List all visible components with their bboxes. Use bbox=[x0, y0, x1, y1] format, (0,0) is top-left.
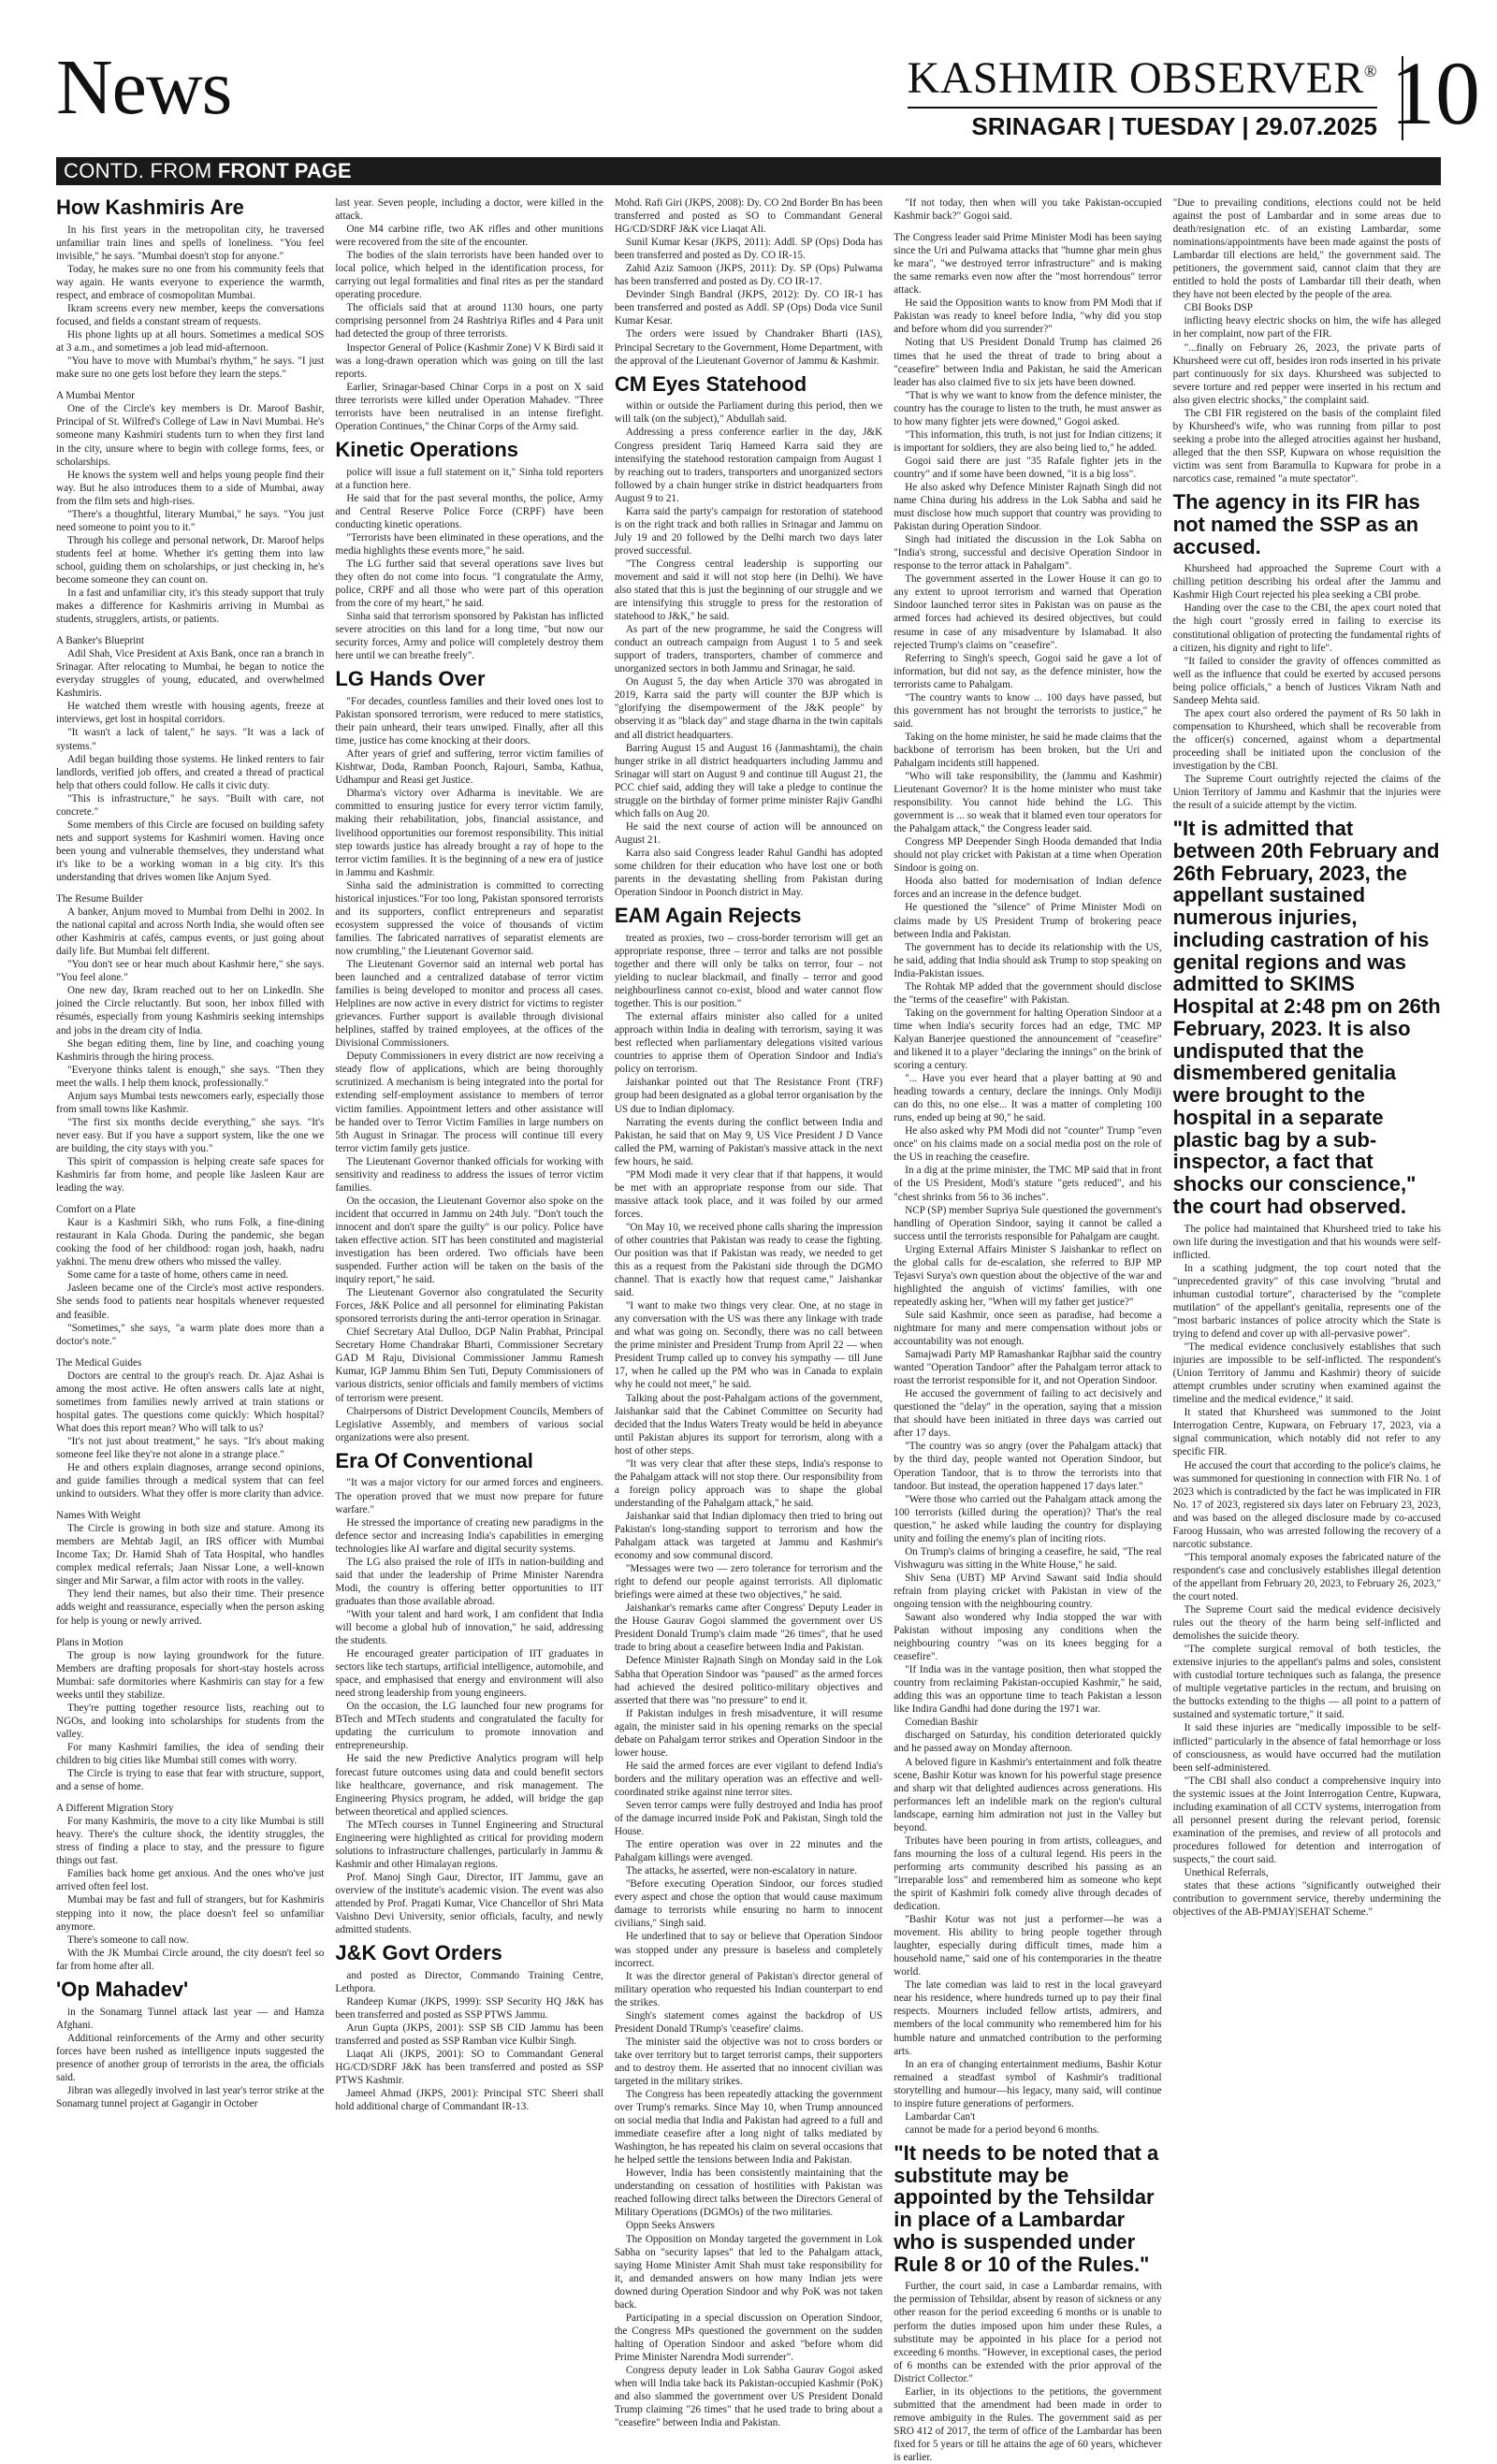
story-headline: 'Op Mahadev' bbox=[56, 1977, 189, 2001]
contd-prefix: CONTD. FROM bbox=[64, 159, 218, 182]
paragraph: Unethical Referrals, bbox=[1184, 1866, 1269, 1878]
story-headline: LG Hands Over bbox=[335, 667, 486, 691]
paragraph: Taking on the government for halting Operation Sindoor at a time when India's security forces had an edge, TMC MP Kalyan Banerjee questioned the announcement of "ceasefire" and likened it to a player "declaring the innings" on the brink of scoring a century. bbox=[894, 1007, 1162, 1072]
registered-mark: ® bbox=[1363, 62, 1377, 80]
paragraph: The Circle is growing in both size and stature. Among its members are Mehtab Jagil, an IRS officer with Mumbai Income Tax; Dr. Hamid Shah of Tata Hospital, who handles complex medical referrals; Jaan Nissar Lone, a well-known singer and Mir Sarwar, a film actor with roots in the valley. bbox=[56, 1523, 325, 1587]
paragraph: The Supreme Court said the medical evidence decisively rules out the theory of the harm being self-inflicted and demolishes the suicide theory. bbox=[1172, 1604, 1442, 1643]
paragraph: "Due to prevailing conditions, elections could not be held against the post of Lambardar and in some areas due to death/resignation etc. of an existing Lambardar, some nominations/appointments have been made against the posts of Lambardar till elections are held," the government said. The petitioners, the government said, cannot claim that they are entitled to hold the posts of Lambardar till their death, when they have not been elected by the people of the area. bbox=[1172, 197, 1442, 301]
paragraph: Jibran was allegedly involved in last year's terror strike at the Sonamarg tunnel project at Gagangir in October bbox=[56, 2084, 325, 2109]
paragraph: He encouraged greater participation of IIT graduates in sectors like tech startups, artificial intelligence, automobile, and space, and emphasised that energy and environment will also need strong leadership from young engineers. bbox=[335, 1648, 603, 1700]
paragraph: The Lieutenant Governor also congratulated the Security Forces, J&K Police and all personnel for eliminating Pakistan sponsored terrorists during the anti-terror operation in Srinagar. bbox=[335, 1287, 603, 1326]
paragraph: Singh had initiated the discussion in the Lok Sabha on "India's strong, successful and decisive Operation Sindoor in response to the terror attack in Pahalgam". bbox=[894, 534, 1162, 573]
paragraph: "PM Modi made it very clear that if that happens, it would be met with an appropriate response from our side. That massive attack took place, and it was foiled by our armed forces. bbox=[614, 1168, 883, 1220]
paragraph: For many Kashmiris, the move to a city like Mumbai is still heavy. There's the culture shock, the identity struggles, the stress of finding a place to stay, and the pressure to figure things out fast. bbox=[56, 1816, 325, 1867]
paragraph: Noting that US President Donald Trump has claimed 26 times that he used the threat of trade to bring about a "ceasefire" between India and Pakistan, he said the American leader has also claimed five to six jets have been downed. bbox=[894, 337, 1162, 388]
paragraph: Sunil Kumar Kesar (JKPS, 2011): Addl. SP (Ops) Doda has been transferred and posted as Dy. CO IR-15. bbox=[614, 237, 883, 262]
paragraph: Liaqat Ali (JKPS, 2001): SO to Commandant General HG/CD/SDRF J&K has been transferred and posted as SSP PTWS Kashmir. bbox=[335, 2049, 603, 2087]
paragraph: "If India was in the vantage position, then what stopped the country from reclaiming Pakistan-occupied Kashmir," he said, adding this was an opportune time to teach Pakistan a lesson like Indira Gandhi had done during the 1971 war. bbox=[894, 1664, 1162, 1716]
paragraph: in the Sonamarg Tunnel attack last year — and Hamza Afghani. bbox=[56, 2006, 325, 2031]
paragraph: A Banker's Blueprint bbox=[56, 635, 144, 647]
paragraph: The government asserted in the Lower House it can go to any extent to uproot terrorism and warned that Operation Sindoor launched terror sites in Pakistan was on pause as the armed forces had achieved its desired objectives, but could resume in case of any misadventure by Islamabad. It also rejected Trump's claims on "ceasefire". bbox=[894, 573, 1162, 651]
paragraph: Jaishankar said that Indian diplomacy then tried to bring out Pakistan's long-standing support to terrorism and how the Pahalgam attack was targeted at Jammu and Kashmir's economy and sow communal discord. bbox=[614, 1510, 883, 1562]
paragraph: Comedian Bashir bbox=[905, 1717, 979, 1729]
paragraph: Kaur is a Kashmiri Sikh, who runs Folk, a fine-dining restaurant in Kala Ghoda. During the pandemic, she began cooking the food of her childhood: rogan josh, haakh, nadru yakhni. The menu drew others who missed the valley. bbox=[56, 1217, 325, 1268]
paragraph: The Resume Builder bbox=[56, 893, 143, 906]
paragraph: There's someone to call now. bbox=[67, 1934, 189, 1946]
paragraph: "Who will take responsibility, the (Jammu and Kashmir) Lieutenant Governor? It is the home minister who must take responsibility. You cannot hide behind the LG. This government is ... so weak that it blamed even tour operators for the Pahalgam attack," the Congress leader said. bbox=[894, 771, 1162, 835]
paragraph: "The Congress central leadership is supporting our movement and said it will not stop here (in Delhi). We have also stated that this is just the beginning of our struggle and we are intensifying this struggle to press for the restoration of statehood to J&K," he said. bbox=[614, 558, 883, 623]
paragraph: Chairpersons of District Development Councils, Members of Legislative Assembly, and members of various social organizations were also present. bbox=[335, 1405, 603, 1443]
paragraph: The Lieutenant Governor thanked officials for working with sensitivity and readiness to address the issues of terror victim families. bbox=[335, 1155, 603, 1194]
paragraph: He said that for the past several months, the police, Army and Central Reserve Police Force (CRPF) have been conducting kinetic operations. bbox=[335, 492, 603, 530]
paragraph: Jaishankar's remarks came after Congress' Deputy Leader in the House Gaurav Gogoi slammed the government over US President Donald Trump's claim made "26 times", that he used trade to bring about a ceasefire between India and Pakistan. bbox=[614, 1602, 883, 1654]
paragraph: One of the Circle's key members is Dr. Maroof Bashir, Principal of St. Wilfred's College of Law in Navi Mumbai. He's someone many Kashmiri students turn to when they first land in the city, unsure where to begin with college forms, fees, or scholarships. bbox=[56, 403, 325, 468]
paragraph: "I want to make two things very clear. One, at no stage in any conversation with the US was there any linkage with trade and what was going on. Secondly, there was no call between the prime minister and President Trump from April 22 — when President Trump called up to convey his sympathy — till June 17, when he called up the PM who was in Canada to explain why he could not meet," he said. bbox=[614, 1300, 883, 1391]
paragraph: Congress MP Deepender Singh Hooda demanded that India should not play cricket with Pakistan at a time when Operation Sindoor is going on. bbox=[894, 836, 1162, 875]
paragraph: Chief Secretary Atal Dulloo, DGP Nalin Prabhat, Principal Secretary Home Chandrakar Bharti, Commissioner Secretary GAD M Raju, Divisional Commissioner Jammu Ramesh Kumar, IGP Jammu Bhim Sen Tuti, Deputy Commissioners of various districts, senior officials and family members of victims of terrorism were present. bbox=[335, 1326, 603, 1404]
paragraph: "With your talent and hard work, I am confident that India will become a global hub of innovation," he said, addressing the students. bbox=[335, 1608, 603, 1647]
paragraph: His phone lights up at all hours. Sometimes a medical SOS at 3 a.m., and sometimes a job lead mid-afternoon. bbox=[56, 329, 325, 355]
paragraph: Mohd. Rafi Giri (JKPS, 2008): Dy. CO 2nd Border Bn has been transferred and posted as SO to Commandant General HG/CD/SDRF J&K vice Liaqat Ali. bbox=[614, 197, 883, 236]
paragraph: The LG also praised the role of IITs in nation-building and said that under the leadership of Prime Minister Narendra Modi, the country is offering better opportunities to IIT graduates than those available abroad. bbox=[335, 1556, 603, 1607]
paragraph: Lambardar Can't bbox=[905, 2110, 976, 2123]
paragraph: Adil Shah, Vice President at Axis Bank, once ran a branch in Srinagar. After relocating to Mumbai, he began to notice the everyday struggles of young, educated, and overwhelmed Kashmiris. bbox=[56, 648, 325, 700]
paragraph: NCP (SP) member Supriya Sule questioned the government's handling of Operation Sindoor, saying it cannot be called a success until the terrorists responsible for Pahalgam are caught. bbox=[894, 1204, 1162, 1242]
paragraph: In a dig at the prime minister, the TMC MP said that in front of the US President, Modi's stature "gets reduced", and his "chest shrinks from 56 to 36 inches". bbox=[894, 1165, 1162, 1203]
paragraph: Families back home get anxious. And the ones who've just arrived often feel lost. bbox=[56, 1868, 325, 1893]
paragraph: "This temporal anomaly exposes the fabricated nature of the respondent's case and conclusively establishes illegal detention of the appellant from February 20, 2023, to February 26, 2023," the court noted. bbox=[1172, 1551, 1442, 1602]
paragraph: The LG further said that several operations save lives but they often do not come into focus. "I congratulate the Army, police, CRPF and all those who were part of this operation from the core of my heart," he said. bbox=[335, 558, 603, 610]
paragraph: The Lieutenant Governor said an internal web portal has been launched and a centralized database of terror victim families is being developed to monitor and process all cases. Helplines are now active in every district for victims to register grievances. Further support is available through divisional helplines, staffed by trained employees, at the offices of the Divisional Commissioners. bbox=[335, 958, 603, 1050]
paragraph: He underlined that to say or believe that Operation Sindoor was stopped under any pressure is baseless and completely incorrect. bbox=[614, 1931, 883, 1969]
paragraph: On the occasion, the Lieutenant Governor also spoke on the incident that occurred in Jammu on 24th July. "Don't touch the innocent and don't spare the guilty" is our policy. Police have taken effective action. SIT has been constituted and magisterial investigation has been ordered. Two officials have been suspended. Further action will be taken on the basis of the inquiry report," he said. bbox=[335, 1195, 603, 1286]
paragraph: "This information, this truth, is not just for Indian citizens; it is important for soldiers, they are also being lied to," he added. bbox=[894, 428, 1162, 454]
paragraph: Deputy Commissioners in every district are now receiving a steady flow of applications, which are being thoroughly scrutinized. A mechanism is being integrated into the portal for extending self-employment assistance to members of terror victim families. Appointment letters and other assistance will be handed over to Terror Victim Families in large numbers on 5th August in Srinagar. The process will continue till every terror victim family gets justice. bbox=[335, 1051, 603, 1154]
paragraph: He accused the government of failing to act decisively and questioned the "delay" in the operation, saying that a mission that should have been initiated in three days was carried out after 17 days. bbox=[894, 1388, 1162, 1440]
paragraph: Further, the court said, in case a Lambardar remains, with the permission of Tehsildar, absent by reason of sickness or any other reason for the period exceeding 6 months or is unable to perform the duties imposed upon him under these Rules, a substitute may be appointed in his place for a period not exceeding 6 months. "However, in exceptional cases, the period of 6 months can be extended with the prior approval of the District Collector." bbox=[894, 2281, 1162, 2384]
paragraph: He said the new Predictive Analytics program will help forecast future outcomes using data and could benefit sectors like healthcare, governance, and risk management. The Engineering Physics program, he added, will bridge the gap between theoretical and applied sciences. bbox=[335, 1753, 603, 1818]
paragraph: The Congress has been repeatedly attacking the government over Trump's remarks. Since May 10, when Trump announced on social media that India and Pakistan had agreed to a full and immediate ceasefire after a long night of talks mediated by Washington, he has repeated his claim on several occasions that he helped settle the tensions between India and Pakistan. bbox=[614, 2089, 883, 2167]
paragraph: It said these injuries are "medically impossible to be self-inflicted" particularly in the absence of fatal hemorrhage or loss of consciousness, as would have occurred had the mutilation been self-administered. bbox=[1172, 1722, 1442, 1774]
paragraph: However, India has been consistently maintaining that the understanding on cessation of hostilities with Pakistan was reached following direct talks between the Directors General of Military Operations (DGMOs) of the two militaries. bbox=[614, 2167, 883, 2219]
paragraph: Referring to Singh's speech, Gogoi said he gave a lot of information, but did not say, as the defence minister, how the terrorists came to Pahalgam. bbox=[894, 652, 1162, 690]
paragraph: A banker, Anjum moved to Mumbai from Delhi in 2002. In the national capital and across North India, she would often see other Kashmiris at cafés, campus events, or just going about daily life. But Mumbai felt different. bbox=[56, 906, 325, 958]
paragraph: and posted as Director, Commando Training Centre, Lethpora. bbox=[335, 1969, 603, 1994]
paragraph: Earlier, in its objections to the petitions, the government submitted that the amendment had been made in order to remove ambiguity in the Rules. The government said as per SRO 412 of 2017, the term of office of the Lambardar has been fixed for 5 years or till he attains the age of 60 years, whichever is earlier. bbox=[894, 2385, 1162, 2463]
paragraph: "Everyone thinks talent is enough," she says. "Then they meet the walls. I help them knock, professionally." bbox=[56, 1064, 325, 1089]
brand-block bbox=[907, 53, 1377, 140]
column-5 bbox=[1173, 196, 1441, 2180]
paragraph: Taking on the home minister, he said he made claims that the backbone of terrorism has been broken, but the Uri and Pahalgam incidents still happened. bbox=[894, 731, 1162, 769]
paragraph: Oppn Seeks Answers bbox=[625, 2220, 715, 2232]
column-1 bbox=[56, 196, 324, 2180]
paragraph: "Sometimes," she says, "a warm plate does more than a doctor's note." bbox=[56, 1322, 325, 1347]
paragraph: The bodies of the slain terrorists have been handed over to local police, which helped in the identification process, for carrying out legal formalities and final rites as per the standard operating procedure. bbox=[335, 250, 603, 301]
paragraph: The government has to decide its relationship with the US, he said, adding that India should ask Trump to stop speaking on India-Pakistan issues. bbox=[894, 941, 1162, 979]
paragraph: Seven terror camps were fully destroyed and India has proof of the damage incurred inside PoK and Pakistan, Singh told the House. bbox=[614, 1799, 883, 1838]
paragraph: Addressing a press conference earlier in the day, J&K Congress president Tariq Hameed Karra said they are intensifying the statehood restoration campaign from August 1 by reaching out to traders, transporters and unorganized sectors followed by a chain hunger strike in district headquarters from August 9 to 21. bbox=[614, 427, 883, 504]
column-2 bbox=[335, 196, 603, 2180]
story-headline: CM Eyes Statehood bbox=[614, 371, 807, 396]
paragraph: "The country wants to know ... 100 days have passed, but this government has not brought the terrorists to justice," he said. bbox=[894, 691, 1162, 730]
paragraph: Randeep Kumar (JKPS, 1999): SSP Security HQ J&K has been transferred and posted as SSP PTWS Jammu. bbox=[335, 1995, 603, 2021]
paragraph: Prof. Manoj Singh Gaur, Director, IIT Jammu, gave an overview of the institute's academic vision. The event was also attended by Prof. Pragati Kumar, Vice Chancellor of Shri Mata Vaishno Devi University, senior officials, faculty, and newly admitted students. bbox=[335, 1871, 603, 1936]
paragraph: Hooda also batted for modernisation of Indian defence forces and an increase in the defence budget. bbox=[894, 876, 1162, 901]
paragraph: Sule said Kashmir, once seen as paradise, had become a nightmare for many and mere compensation without jobs or accountability was not enough. bbox=[894, 1309, 1162, 1348]
paragraph: "For decades, countless families and their loved ones lost to Pakistan sponsored terrorism, were reduced to mere statistics, their pain unheard, their tears unwiped. Finally, after all this time, justice has come knocking at their doors. bbox=[335, 696, 603, 747]
paragraph: Zahid Aziz Samoon (JKPS, 2011): Dy. SP (Ops) Pulwama has been transferred and posted as Dy. CO IR-17. bbox=[614, 263, 883, 288]
paragraph: Plans in Motion bbox=[56, 1636, 124, 1648]
paragraph: Doctors are central to the group's reach. Dr. Ajaz Ashai is among the most active. He often answers calls late at night, sometimes from families newly arrived at train stations or hospital gates. The questions come quickly: Which hospital? What does this report mean? Who will talk to us? bbox=[56, 1370, 325, 1434]
paragraph: Anjum says Mumbai tests newcomers early, especially those from small towns like Kashmir. bbox=[56, 1090, 325, 1115]
paragraph: Dharma's victory over Adharma is inevitable. We are committed to ensuring justice for every terror victim family, making their rehabilitation, jobs, financial assistance, and livelihood opportunities our foremost responsibility. This initial step towards justice has already brought a ray of hope to the terror victim families. It is the beginning of a new era of justice in Jammu and Kashmir. bbox=[335, 788, 603, 878]
paragraph: "Were those who carried out the Pahalgam attack among the 100 terrorists (killed during the operation)? That's the real question," he asked while lauding the country for displaying unity and foiling the enemy's plan of inciting riots. bbox=[894, 1493, 1162, 1544]
paragraph: For many Kashmiri families, the idea of sending their children to big cities like Mumbai still comes with worry. bbox=[56, 1741, 325, 1766]
paragraph: Gogoi said there are just "35 Rafale fighter jets in the country" and if some have been downed, "it is a big loss". bbox=[894, 455, 1162, 480]
paragraph: "It was very clear that after these steps, India's response to the Pahalgam attack will not stop there. Our responsibility from a foreign policy approach was to shape the global understanding of the Pahalgam attack," he said. bbox=[614, 1457, 883, 1509]
paragraph: "...finally on February 26, 2023, the private parts of Khursheed were cut off, besides iron rods inserted in his private part continuously for six days. Khursheed was subjected to severe torture and red pepper were inserted in his rectum and also given electric shocks," the complaint said. bbox=[1172, 341, 1442, 406]
paragraph: The late comedian was laid to rest in the local graveyard near his residence, where hundreds turned up to pay their final respects. Mourners included fellow artists, admirers, and members of the local community who remembered him for his humble nature and unmatched contribution to the performing arts. bbox=[894, 1979, 1162, 2057]
paragraph: "It's not just about treatment," he says. "It's about making someone feel like they're not alone in a strange place." bbox=[56, 1435, 325, 1460]
paragraph: One M4 carbine rifle, two AK rifles and other munitions were recovered from the site of the encounter. bbox=[335, 224, 603, 249]
paragraph: A Mumbai Mentor bbox=[56, 390, 135, 402]
column-4 bbox=[894, 196, 1162, 2463]
paragraph: On the occasion, the LG launched four new programs for BTech and MTech students and congratulated the faculty for updating the curriculum to promote innovation and entrepreneurship. bbox=[335, 1701, 603, 1752]
story-headline: "It needs to be noted that a substitute may be appointed by the Tehsildar in place of a Lambardar who is suspended under Rule 8 or 10 of the Rules." bbox=[894, 2140, 1159, 2276]
paragraph: With the JK Mumbai Circle around, the city doesn't feel so far from home after all. bbox=[56, 1947, 325, 1972]
paragraph: last year. Seven people, including a doctor, were killed in the attack. bbox=[335, 197, 603, 223]
paragraph: Adil began building those systems. He linked renters to fair landlords, verified job offers, and created a thread of practical help that others could follow. He calls it civic duty. bbox=[56, 753, 325, 791]
paragraph: The Opposition on Monday targeted the government in Lok Sabha on "security lapses" that led to the Pahalgam attack, saying Home Minister Amit Shah must take responsibility for it, and demanded answers on how many Indian jets were downed during Operation Sindoor and why PoK was not taken back. bbox=[614, 2233, 883, 2311]
paragraph: He stressed the importance of creating new paradigms in the defence sector and increasing India's capabilities in emerging technologies like AI warfare and digital security systems. bbox=[335, 1516, 603, 1555]
paragraph: The MTech courses in Tunnel Engineering and Structural Engineering were highlighted as critical for providing modern solutions to infrastructure challenges, particularly in Jammu & Kashmir and other Himalayan regions. bbox=[335, 1819, 603, 1870]
paragraph: He also asked why PM Modi did not "counter" Trump "even once" on his claims made on a social media post on the role of the US in reaching the ceasefire. bbox=[894, 1125, 1162, 1164]
paragraph: Earlier, Srinagar-based Chinar Corps in a post on X said three terrorists were killed under Operation Mahadev. "Three terrorists have been neutralised in an intense firefight. Operation Continues," the Chinar Corps of the Army said. bbox=[335, 381, 603, 432]
paragraph: He also asked why Defence Minister Rajnath Singh did not name China during his address in the Lok Sabha and said he must disclose how much support that country was providing to Pakistan during Operation Sindoor. bbox=[894, 481, 1162, 533]
paragraph: states that these actions "significantly outweighed their contribution to government service, thereby undermining the objectives of the AB-PMJAY|SEHAT Scheme." bbox=[1172, 1880, 1442, 1919]
paragraph: Jasleen became one of the Circle's most active responders. She sends food to patients near hospitals whenever requested and feasible. bbox=[56, 1283, 325, 1321]
paragraph: Some came for a taste of home, others came in need. bbox=[67, 1269, 289, 1282]
story-headline: Era Of Conventional bbox=[335, 1448, 533, 1472]
paragraph: The attacks, he asserted, were non-escalatory in nature. bbox=[625, 1865, 858, 1877]
story-headline: The agency in its FIR has not named the SSP as an accused. bbox=[1172, 490, 1420, 558]
paragraph: Sawant also wondered why India stopped the war with Pakistan without imposing any conditions when the neighbouring country "was on its knees begging for a ceasefire". bbox=[894, 1612, 1162, 1663]
paragraph: police will issue a full statement on it," Sinha told reporters at a function here. bbox=[335, 466, 603, 491]
paragraph: Samajwadi Party MP Ramashankar Rajbhar said the country wanted "Operation Tandoor" after the Pahalgam terror attack to roast the terrorist responsible for it, and not Operation Sindoor. bbox=[894, 1349, 1162, 1387]
paragraph: The apex court also ordered the payment of Rs 50 lakh in compensation to Khursheed, which shall be recoverable from the officer(s) concerned, against whom a departmental proceeding shall be initiated upon the conclusion of the investigation by the CBI. bbox=[1172, 707, 1442, 772]
paragraph: "It failed to consider the gravity of offences committed as well as the influence that could be exerted by accused persons being police officials," a bench of Justices Vikram Nath and Sandeep Mehta said. bbox=[1172, 655, 1442, 706]
story-headline: J&K Govt Orders bbox=[335, 1941, 502, 1965]
paragraph: Additional reinforcements of the Army and other security forces have been rushed as intelligence inputs suggested the presence of another group of terrorists in the area, the officials said. bbox=[56, 2032, 325, 2083]
paragraph: "There's a thoughtful, literary Mumbai," he says. "You just need someone to point you to it." bbox=[56, 508, 325, 533]
paragraph: "On May 10, we received phone calls sharing the impression of other countries that Pakistan was ready to cease the fighting. Our position was that if Pakistan was ready, we needed to get this as a request from the Pakistani side through the DGMO channel. That is exactly how that request came," Jaishankar said. bbox=[614, 1221, 883, 1299]
column-3 bbox=[614, 196, 883, 2429]
paragraph: Singh's statement comes against the backdrop of US President Donald TRump's 'ceasefire' claims. bbox=[614, 2009, 883, 2035]
paragraph: within or outside the Parliament during this period, then we will talk (on the subject)," Abdullah said. bbox=[614, 400, 883, 426]
paragraph: "It was a major victory for our armed forces and engineers. The operation proved that we must now prepare for future warfare." bbox=[335, 1477, 603, 1515]
paragraph: The group is now laying groundwork for the future. Members are drafting proposals for short-stay hostels across Mumbai: safe dormitories where Kashmiris can stay for a few weeks until they stabilize. bbox=[56, 1649, 325, 1701]
paragraph: The Supreme Court outrightly rejected the claims of the Union Territory of Jammu and Kashmir that the injuries were the result of a suicide attempt by the victim. bbox=[1172, 774, 1442, 812]
paragraph: Urging External Affairs Minister S Jaishankar to reflect on the global calls for de-escalation, she referred to BJP MP Tejasvi Surya's own question about the objective of the war and highlighted the anguish of victims' families, with one repeatedly asking her, "When will my father get justice?" bbox=[894, 1243, 1162, 1308]
paragraph: treated as proxies, two – cross-border terrorism will get an appropriate response, three – terror and talks are not possible together and there will only be talks on terror, four – not yielding to nuclear blackmail, and finally – terror and good neighbourliness cannot co-exist, blood and water cannot flow together. This is our position." bbox=[614, 932, 883, 1010]
paragraph: Jaishankar pointed out that The Resistance Front (TRF) group had been designated as a global terror organisation by the US due to Indian diplomacy. bbox=[614, 1077, 883, 1115]
story-headline: How Kashmiris Are bbox=[56, 196, 244, 219]
paragraph: He questioned the "silence" of Prime Minister Modi on claims made by US President Trump of brokering peace between India and Pakistan. bbox=[894, 902, 1162, 940]
paragraph: discharged on Saturday, his condition deteriorated quickly and he passed away on Monday afternoon. bbox=[894, 1730, 1162, 1755]
paragraph: One new day, Ikram reached out to her on LinkedIn. She joined the Circle reluctantly. But soon, her inbox filled with résumés, especially from young Kashmiris seeking internships and jobs in the dream city of India. bbox=[56, 985, 325, 1036]
paragraph: "Bashir Kotur was not just a performer—he was a movement. His ability to bring people together through laughter, especially during difficult times, made him a household name," said one of his contemporaries in the theatre world. bbox=[894, 1914, 1162, 1978]
paragraph: The CBI FIR registered on the basis of the complaint filed by Khursheed's wife, who was running from pillar to post seeking a probe into the alleged atrocities against her husband, alleged that the then SSP, Kupwara on whose requisition the victim was sent from Baramulla to Kupwara for probe in a narcotics case, remained "a mute spectator". bbox=[1172, 407, 1442, 485]
paragraph: Karra said the party's campaign for restoration of statehood is on the right track and both rallies in Srinagar and Jammu on July 19 and 20 followed by the Delhi march two days later proved successful. bbox=[614, 505, 883, 557]
paragraph: Handing over the case to the CBI, the apex court noted that the high court "grossly erred in failing to exercise its constitutional obligation of protecting the fundamental rights of a citizen, his dignity and right to life". bbox=[1172, 602, 1442, 654]
paragraph: "You don't see or hear much about Kashmir here," she says. "You feel alone." bbox=[56, 959, 325, 984]
paragraph: "You have to move with Mumbai's rhythm," he says. "I just make sure no one gets lost before they learn the steps." bbox=[56, 355, 325, 381]
paragraph: In an era of changing entertainment mediums, Bashir Kotur remained a steadfast symbol of Kashmir's traditional storytelling and humour—his legacy, many said, will continue to inspire future generations of performers. bbox=[894, 2058, 1162, 2109]
paragraph: "The medical evidence conclusively establishes that such injuries are impossible to be self-inflicted. The respondent's (Union Territory of Jammu and Kashmir) theory of suicide attempt crumbles under scrutiny when examined against the timeline and the medical evidence," it said. bbox=[1172, 1341, 1442, 1406]
paragraph: He and others explain diagnoses, arrange second opinions, and guide families through a medical system that can feel unkind to outsiders. What they offer is more clarity than advice. bbox=[56, 1462, 325, 1500]
paragraph: On Trump's claims of bringing a ceasefire, he said, "The real Vishwaguru was sitting in the White House," he said. bbox=[894, 1545, 1162, 1571]
section-title: News bbox=[56, 44, 232, 131]
paragraph: She began editing them, line by line, and coaching young Kashmiris through the hiring process. bbox=[56, 1037, 325, 1063]
paragraph: Sinha said that terrorism sponsored by Pakistan has inflicted severe atrocities on this land for a long time, "but now our security forces, Army and police will completely destroy them here until we can breathe freely". bbox=[335, 611, 603, 662]
paragraph: The Rohtak MP added that the government should disclose the "terms of the ceasefire" with Pakistan. bbox=[894, 980, 1162, 1006]
newspaper-name-text: KASHMIR OBSERVER bbox=[907, 53, 1364, 103]
paragraph: Names With Weight bbox=[56, 1510, 141, 1522]
paragraph: In a fast and unfamiliar city, it's this steady support that truly makes a difference for Kashmiris arriving in Mumbai as students, strugglers, artists, or patients. bbox=[56, 587, 325, 626]
paragraph: The orders were issued by Chandraker Bharti (IAS), Principal Secretary to the Government, Home Department, with the approval of the Lieutenant Governor of Jammu & Kashmir. bbox=[614, 328, 883, 367]
paragraph: Arun Gupta (JKPS, 2001): SSP SB CID Jammu has been transferred and posted as SSP Ramban vice Kulbir Singh. bbox=[335, 2022, 603, 2048]
paragraph: "This is infrastructure," he says. "Built with care, not concrete." bbox=[56, 792, 325, 818]
paragraph: Karra also said Congress leader Rahul Gandhi has adopted some children for their education who have lost one or both parents in the devastating shelling from Pakistan during Operation Sindoor in Poonch district in May. bbox=[614, 847, 883, 899]
paragraph: They lend their names, but also their time. Their presence adds weight and reassurance, especially when the person asking for help is young or newly arrived. bbox=[56, 1588, 325, 1627]
paragraph: Shiv Sena (UBT) MP Arvind Sawant said India should refrain from playing cricket with Pakistan in view of the ongoing tension with the neighbouring country. bbox=[894, 1572, 1162, 1610]
paragraph: "... Have you ever heard that a player batting at 90 and heading towards a century, declare the innings. Only Modiji can do this, no one else... It was a matter of completing 100 runs, ended up being at 90," he said. bbox=[894, 1073, 1162, 1124]
paragraph: Defence Minister Rajnath Singh on Monday said in the Lok Sabha that Operation Sindoor was "paused" as the armed forces had achieved the desired politico-military objectives and asserted that there was "no pressure" to end it. bbox=[614, 1655, 883, 1706]
paragraph: "The complete surgical removal of both testicles, the extensive injuries to the appellant's palms and soles, consistent with custodial torture techniques such as falanga, the presence of multiple vegetative particles in the rectum, and bruising on the buttocks extending to the thighs — all point to a pattern of sustained and systematic torture," it said. bbox=[1172, 1644, 1442, 1721]
paragraph: Barring August 15 and August 16 (Janmashtami), the chain hunger strike in all district headquarters including Jammu and Srinagar will start on August 9 and continue till August 21, the PCC chief said, adding they will take a pledge to continue the struggle on the birthday of former prime minister Rajiv Gandhi which falls on Aug 20. bbox=[614, 742, 883, 819]
paragraph: The entire operation was over in 22 minutes and the Pahalgam killings were avenged. bbox=[614, 1839, 883, 1864]
paragraph: Through his college and personal network, Dr. Maroof helps students feel at home. Whether it's getting them into law school, guiding them on scholarships, or just checking in, he's become someone they can count on. bbox=[56, 534, 325, 586]
paragraph: Today, he makes sure no one from his community feels that way again. He wants everyone to experience the warmth, respect, and embrace of cosmopolitan Mumbai. bbox=[56, 263, 325, 301]
story-headline: Kinetic Operations bbox=[335, 437, 518, 461]
paragraph: Some members of this Circle are focused on building safety nets and support systems for Kashmiri women. Having once been young and vulnerable themselves, they understand what it's like to be a working woman in a big city. It's this understanding that drives women like Anjum Syed. bbox=[56, 819, 325, 883]
paragraph: inflicting heavy electric shocks on him, the wife has alleged in her complaint, now part of the FIR. bbox=[1172, 315, 1442, 341]
paragraph: A Different Migration Story bbox=[56, 1803, 174, 1815]
paragraph: As part of the new programme, he said the Congress will conduct an outreach campaign from August 1 to 5 and seek support of traders, transporters, chamber of commerce and unorganized sectors in both Jammu and Srinagar, he said. bbox=[614, 624, 883, 675]
paragraph: In his first years in the metropolitan city, he traversed unfamiliar train lines and spells of loneliness. "You feel invisible," he says. "Mumbai doesn't stop for anyone." bbox=[56, 224, 325, 262]
paragraph: Ikram screens every new member, keeps the conversations focused, and fields a constant stream of requests. bbox=[56, 303, 325, 328]
paragraph: The police had maintained that Khursheed tried to take his own life during the investigation and that his wounds were self-inflicted. bbox=[1172, 1223, 1442, 1261]
story-headline: EAM Again Rejects bbox=[614, 904, 802, 928]
masthead bbox=[0, 0, 1497, 154]
paragraph: Devinder Singh Bandral (JKPS, 2012): Dy. CO IR-1 has been transferred and posted as Addl. SP (Ops) Doda vice Sunil Kumar Kesar. bbox=[614, 289, 883, 327]
story-headline: "It is admitted that between 20th February and 26th February, 2023, the appellant sustained numerous injuries, including castration of his genital regions and was admitted to SKIMS Hospital at 2:48 pm on 26th February, 2023. It is also undisputed that the dismembered genitalia were brought to the hospital in a separate plastic bag by a sub-inspector, a fact that shocks our conscience," the court had observed. bbox=[1172, 817, 1441, 1218]
page-number: 10 bbox=[1390, 43, 1480, 143]
paragraph: He accused the court that according to the police's claims, he was summoned for questioning in connection with FIR No. 1 of 2023 which is contradicted by the fact he was implicated in FIR No. 17 of 2023, registered six days later on February 23, 2023, and was based on the alleged disclosure made by co-accused Faroog Hussain, who was arrested following the recovery of a narcotic substance. bbox=[1172, 1459, 1442, 1550]
paragraph: Comfort on a Plate bbox=[56, 1204, 136, 1216]
paragraph: "The CBI shall also conduct a comprehensive inquiry into the systemic issues at the Joint Interrogation Centre, Kupwara, including examination of all CCTV systems, interrogation from all personnel present during the relevant period, forensic examination of the premises, and review of all protocols and procedures followed for detention and interrogation of suspects," the court said. bbox=[1172, 1775, 1442, 1865]
paragraph: "The first six months decide everything," she says. "It's never easy. But if you have a support system, like the one we are building, the city stays with you." bbox=[56, 1116, 325, 1154]
paragraph: This spirit of compassion is helping create safe spaces for Kashmiris far from home, and people like Jasleen Kaur are leading the way. bbox=[56, 1155, 325, 1195]
paragraph: cannot be made for a period beyond 6 months. bbox=[905, 2123, 1100, 2136]
paragraph: Sinha said the administration is committed to correcting historical injustices."For too long, Pakistan sponsored terrorists and its supporters, conflict entrepreneurs and separatist ecosystem suppressed the voice of thousands of victim families. The fabricated narratives of separatist elements are now crumbling," the Lieutenant Governor said. bbox=[335, 879, 603, 957]
brand-rule bbox=[908, 107, 1377, 109]
continued-from-front-page-bar bbox=[56, 157, 1441, 185]
article-columns bbox=[56, 196, 1442, 2463]
paragraph: They're putting together resource lists, reaching out to NGOs, and looking into scholarships for students from the valley. bbox=[56, 1702, 325, 1740]
paragraph: Inspector General of Police (Kashmir Zone) V K Birdi said it was a long-drawn operation which was going on till the last reports. bbox=[335, 341, 603, 380]
paragraph: In a scathing judgment, the top court noted that the "unprecedented gravity" of this case involving "brutal and inhuman custodial torture", characterised by the "complete mutilation" of the appellant's genitalia, represents one of the "most barbaric instances of police atrocity which the State is trying to defend and cover up with all-pervasive power". bbox=[1172, 1262, 1442, 1341]
paragraph: The minister said the objective was not to cross borders or take over territory but to target terrorist camps, their supporters and to destroy them. He asserted that no innocent civilian was targeted in the military strikes. bbox=[614, 2036, 883, 2087]
paragraph: Congress deputy leader in Lok Sabha Gaurav Gogoi asked when will India take back its Pakistan-occupied Kashmir (PoK) and also slammed the government over US President Donald Trump claiming "26 times" that he used trade to bring about a "ceasefire" between India and Pakistan. bbox=[614, 2365, 883, 2429]
paragraph: The Congress leader said Prime Minister Modi has been saying since the Uri and Pulwama attacks that "humne ghar mein ghus ke mara", "we destroyed terror infrastructure" and is making the same remarks even now after the "most horrendous" terror attack. bbox=[894, 232, 1162, 297]
paragraph: The officials said that at around 1130 hours, one party comprising personnel from 24 Rashtriya Rifles and 4 Para unit had detected the group of three terrorists. bbox=[335, 302, 603, 341]
contd-emphasis: FRONT PAGE bbox=[217, 159, 352, 182]
paragraph: Talking about the post-Pahalgam actions of the government, Jaishankar said that the Cabinet Committee on Security had decided that the Indus Waters Treaty would be held in abeyance until Pakistan abjures its support for terrorism, along with a host of other steps. bbox=[614, 1392, 883, 1457]
paragraph: "If not today, then when will you take Pakistan-occupied Kashmir back?" Gogoi said. bbox=[894, 197, 1162, 223]
newspaper-name bbox=[907, 53, 1377, 103]
paragraph: Jameel Ahmad (JKPS, 2001): Principal STC Sheeri shall hold additional charge of Commandant IR-13. bbox=[335, 2088, 603, 2113]
paragraph: He knows the system well and helps young people find their way. But he also introduces them to a side of Mumbai, away from the film sets and high-rises. bbox=[56, 469, 325, 507]
paragraph: He said the next course of action will be announced on August 21. bbox=[614, 820, 883, 846]
paragraph: Tributes have been pouring in from artists, colleagues, and fans mourning the loss of a cultural legend. His peers in the performing arts community described his passing as an "irreparable loss" and remembered him as someone who kept the spirit of Kashmiri folk comedy alive through decades of dedication. bbox=[894, 1834, 1162, 1913]
paragraph: The Medical Guides bbox=[56, 1356, 142, 1369]
paragraph: "The country was so angry (over the Pahalgam attack) that by the third day, people wanted not Operation Sindoor, but Operation Tandoor, that is to throw the terrorists into that tandoor. But instead, the operation happened 17 days later." bbox=[894, 1441, 1162, 1492]
paragraph: He watched them wrestle with housing agents, freeze at interviews, get lost in hospital corridors. bbox=[56, 701, 325, 726]
paragraph: "Before executing Operation Sindoor, our forces studied every aspect and chose the option that would cause maximum damage to terrorists while ensuring no harm to innocent civilians," Singh said. bbox=[614, 1878, 883, 1930]
paragraph: He said the armed forces are ever vigilant to defend India's borders and the military operation was an effective and well-coordinated strike against nine terror sites. bbox=[614, 1760, 883, 1798]
paragraph: It was the director general of Pakistan's director general of military operation who requested his Indian counterpart to end the strikes. bbox=[614, 1970, 883, 2008]
paragraph: "Terrorists have been eliminated in these operations, and the media highlights these events more," he said. bbox=[335, 531, 603, 557]
paragraph: He said the Opposition wants to know from PM Modi that if Pakistan was ready to kneel before India, "why did you stop and before whom did you surrender?" bbox=[894, 297, 1162, 336]
paragraph: It stated that Khursheed was summoned to the Joint Interrogation Centre, Kupwara, on February 17, 2023, via a signal communication, which notably did not refer to any specific FIR. bbox=[1172, 1407, 1442, 1458]
paragraph: CBI Books DSP bbox=[1184, 302, 1253, 314]
paragraph: Participating in a special discussion on Operation Sindoor, the Congress MPs questioned the government on the sudden halting of Operation Sindoor and asked "before whom did Prime Minister Narendra Modi surrender". bbox=[614, 2312, 883, 2363]
paragraph: A beloved figure in Kashmir's entertainment and folk theatre scene, Bashir Kotur was known for his powerful stage presence and sharp wit that delighted audiences across generations. His performances left an indelible mark on the region's cultural landscape, earning him admiration not just in the Valley but beyond. bbox=[894, 1756, 1162, 1834]
paragraph: "It wasn't a lack of talent," he says. "It was a lack of systems." bbox=[56, 727, 325, 752]
paragraph: "Messages were two — zero tolerance for terrorism and the right to defend our people against terrorists. All diplomatic briefings were aimed at these two objectives," he said. bbox=[614, 1563, 883, 1602]
paragraph: Khursheed had approached the Supreme Court with a chilling petition describing his ordeal after the Jammu and Kashmir High Court rejected his plea seeking a CBI probe. bbox=[1172, 563, 1442, 602]
paragraph: Narrating the events during the conflict between India and Pakistan, he said that on May 9, US Vice President J D Vance called the PM, warning of Pakistan's massive attack in the next few hours, he said. bbox=[614, 1116, 883, 1167]
paragraph: If Pakistan indulges in fresh misadventure, it will resume again, the minister said in his opening remarks on the special debate on Pahalgam terror strikes and Operation Sindoor in the lower house. bbox=[614, 1707, 883, 1759]
paragraph: On August 5, the day when Article 370 was abrogated in 2019, Karra said the party will counter the BJP which is "glorifying the disempowerment of the J&K people" by observing it as "black day" and stage dharna in the twin capitals and all district headquarters. bbox=[614, 676, 883, 741]
dateline: SRINAGAR | TUESDAY | 29.07.2025 bbox=[971, 112, 1377, 140]
paragraph: "That is why we want to know from the defence minister, the country has the courage to listen to the truth, he must answer as to how many fighter jets were downed," Gogoi asked. bbox=[894, 389, 1162, 428]
paragraph: Mumbai may be fast and full of strangers, but for Kashmiris stepping into it now, the place doesn't feel so unfamiliar anymore. bbox=[56, 1894, 325, 1933]
paragraph: After years of grief and suffering, terror victim families of Kishtwar, Doda, Ramban Poonch, Rajouri, Samba, Kathua, Udhampur and Reasi get Justice. bbox=[335, 748, 603, 787]
paragraph: The Circle is trying to ease that fear with structure, support, and a sense of home. bbox=[56, 1768, 325, 1793]
paragraph: The external affairs minister also called for a united approach within India in dealing with terrorism, saying it was best reflected when parliamentary delegations visited various countries to apprise them of Operation Sindoor and India's policy on terrorism. bbox=[614, 1011, 883, 1076]
